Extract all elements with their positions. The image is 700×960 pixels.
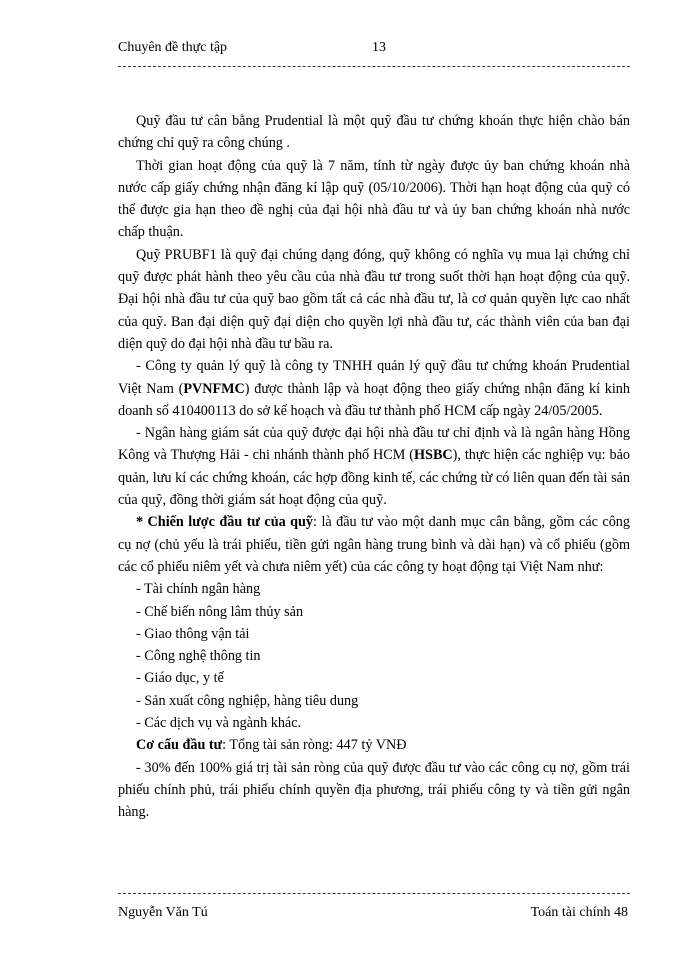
footer-author: Nguyễn Văn Tú [118, 905, 208, 920]
paragraph-management-company: - Công ty quản lý quỹ là công ty TNHH quản lý quỹ đầu tư chứng khoán Prudential Việt Nam (PVNFMC) được thành lập và hoạt động theo giấy chứng nhận đăng kí kinh doanh số 410400113 do sở kế hoạch và đầu tư thành phố HCM cấp ngày 24/05/2005. [118, 358, 630, 419]
paragraph-custodian-bank: - Ngân hàng giám sát của quỹ được đại hội nhà đầu tư chỉ định và là ngân hàng Hồng Kông và Thượng Hải - chi nhánh thành phố HCM (HSBC), thực hiện các nghiệp vụ: bảo quản, lưu kí các chứng khoán, các hợp đồng kinh tế, các chứng từ có liên quan đến tài sản của quỹ, đồng thời giám sát hoạt động của quỹ. [118, 425, 630, 509]
paragraph-investment-strategy: * Chiến lược đầu tư của quỹ: là đầu tư vào một danh mục cân bằng, gồm các công cụ nợ (chủ yếu là trái phiếu, tiền gửi ngân hàng trung bình và dài hạn) và cổ phiếu (gồm các cổ phiếu niêm yết và chưa niêm yết) của các công ty hoạt động tại Việt Nam như: [118, 514, 630, 575]
list-item: - Sản xuất công nghiệp, hàng tiêu dung [136, 692, 359, 709]
hsbc-abbrev: HSBC [414, 447, 453, 464]
pvnfmc-abbrev: PVNFMC [183, 380, 245, 397]
list-item: - Chế biến nông lâm thủy sản [136, 603, 304, 620]
footer-divider [118, 893, 630, 894]
list-item: - Các dịch vụ và ngành khác. [136, 715, 302, 732]
paragraph-duration: Thời gian hoạt động của quỹ là 7 năm, tính từ ngày được ủy ban chứng khoán nhà nước cấp giấy chứng nhận đăng kí lập quỹ (05/10/2006). Thời hạn hoạt động của quỹ có thể được gia hạn theo đề nghị của đại hội nhà đầu tư và ủy ban chứng khoán nhà nước chấp thuận. [118, 157, 630, 241]
paragraph-fund-type: Quỹ PRUBF1 là quỹ đại chúng dạng đóng, quỹ không có nghĩa vụ mua lại chứng chỉ quỹ được phát hành theo yêu cầu của nhà đầu tư trong suốt thời hạn hoạt động của quỹ. Đại hội nhà đầu tư của quỹ bao gồm tất cả các nhà đầu tư, là cơ quản quyền lực cao nhất của quỹ. Ban đại diện quỹ đại diện cho quyền lợi nhà đầu tư, các thành viên của ban đại diện quỹ do đại hội nhà đầu tư bầu ra. [118, 246, 630, 352]
structure-heading: Cơ cấu đầu tư [136, 737, 223, 754]
page-number: 13 [372, 40, 386, 55]
document-body [118, 110, 630, 824]
header-divider [118, 66, 630, 67]
sector-list [118, 578, 630, 734]
header-title: Chuyên đề thực tập [118, 40, 228, 55]
list-item: - Giáo dục, y tế [136, 670, 224, 687]
paragraph-debt-allocation: - 30% đến 100% giá trị tài sản ròng của quỹ được đầu tư vào các công cụ nợ, gồm trái phiếu chính phủ, trái phiếu chính quyền địa phương, trái phiếu công ty và tiền gửi ngân hàng. [118, 759, 630, 821]
list-item: - Công nghệ thông tin [136, 648, 261, 665]
list-item: - Tài chính ngân hàng [136, 581, 261, 598]
paragraph-fund-intro: Quỹ đầu tư cân bằng Prudential là một quỹ đầu tư chứng khoán thực hiện chào bán chứng chỉ quỹ ra công chúng . [118, 113, 630, 152]
strategy-heading: * Chiến lược đầu tư của quỹ [136, 514, 314, 531]
footer-course: Toán tài chính 48 [530, 905, 628, 920]
list-item: - Giao thông vận tải [136, 625, 250, 642]
paragraph-investment-structure: Cơ cấu đầu tư: Tổng tài sản ròng: 447 tỷ VNĐ [136, 737, 407, 754]
